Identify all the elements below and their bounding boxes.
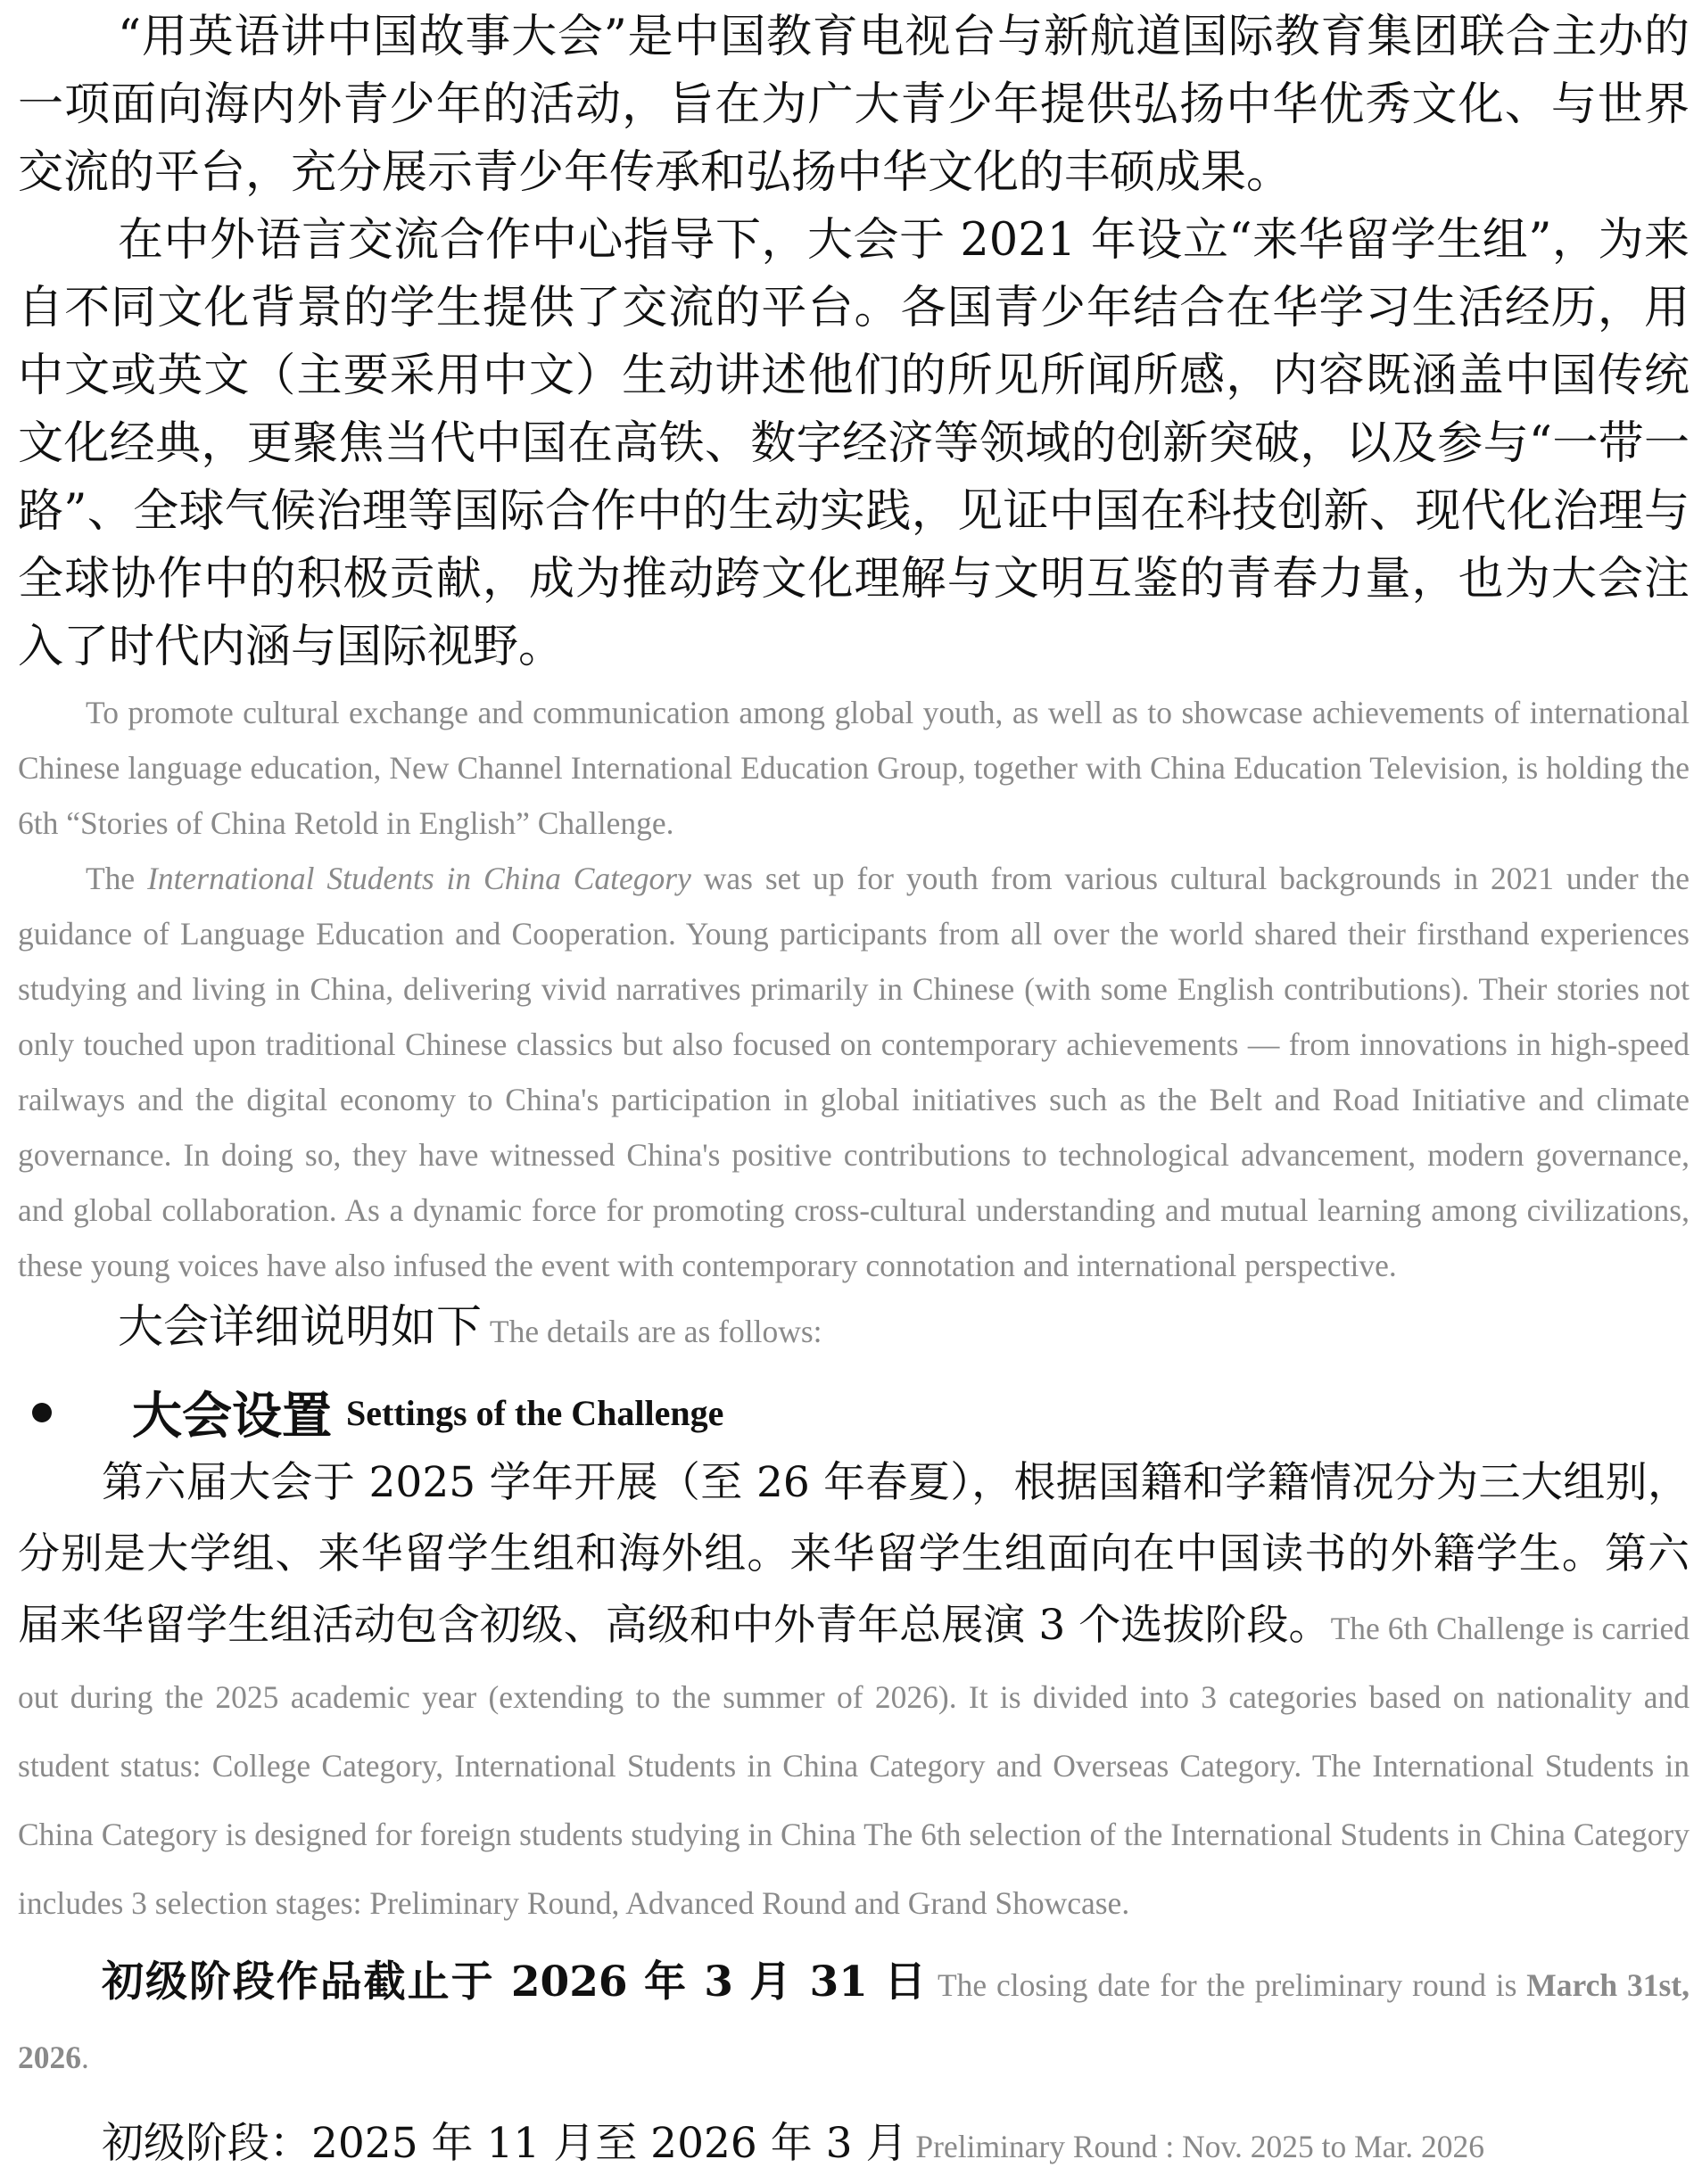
intro-en-paragraph-2 [18, 851, 1690, 1293]
preliminary-en: Preliminary Round : Nov. 2025 to Mar. 2026 [907, 2129, 1485, 2164]
intro-zh-paragraph-2: 在中外语言交流合作中心指导下，大会于 2021 年设立“来华留学生组”，为来自不同文化背景的学生提供了交流的平台。各国青少年结合在华学习生活经历，用中文或英文（主要采用中文）生动讲述他们的所见所闻所感，内容既涵盖中国传统文化经典，更聚焦当代中国在高铁、数字经济等领域的创新突破，以及参与“一带一路”、全球气候治理等国际合作中的生动实践，见证中国在科技创新、现代化治理与全球协作中的积极贡献，成为推动跨文化理解与文明互鉴的青春力量，也为大会注入了时代内涵与国际视野。 [18, 214, 1690, 673]
details-zh: 大会详细说明如下 [118, 1301, 483, 1354]
settings-heading-en: Settings of the Challenge [346, 1392, 724, 1433]
intro-en-paragraph-2-prefix: The [86, 861, 148, 896]
document-page [0, 4, 1702, 2168]
bullet-icon [32, 1403, 52, 1422]
deadline-en-date: March 31st, 2026 [18, 1967, 1690, 2075]
settings-body-zh: 第六届大会于 2025 学年开展（至 26 年春夏），根据国籍和学籍情况分为三大组别，分别是大学组、来华留学生组和海外组。来华留学生组面向在中国读书的外籍学生。第六届来华留学生组活动包含初级、高级和中外青年总展演 3 个选拔阶段。 [18, 1458, 1690, 1650]
settings-body [18, 1452, 1690, 1941]
details-intro-line [18, 1298, 1690, 1361]
category-name-italic: International Students in China Category [147, 861, 691, 896]
settings-section-heading [18, 1377, 1690, 1448]
deadline-line [18, 1949, 1690, 2097]
intro-en-paragraph-2-body: was set up for youth from various cultural backgrounds in 2021 under the guidance of Language Education and Cooperation. Young participants from all over the world shared their firsthand experiences studying and living in China, delivering vivid narratives primarily in Chinese (with some English contributions). Their stories not only touched upon traditional Chinese classics but also focused on contemporary achievements — from innovations in high-speed railways and the digital economy to China's participation in global initiatives such as the Belt and Road Initiative and climate governance. In doing so, they have witnessed China's positive contributions to technological advancement, modern governance, and global collaboration. As a dynamic force for promoting cross-cultural understanding and mutual learning among civilizations, these young voices have also infused the event with contemporary connotation and international perspective. [18, 861, 1690, 1283]
intro-zh-paragraph-1: “用英语讲中国故事大会”是中国教育电视台与新航道国际教育集团联合主办的一项面向海内外青少年的活动，旨在为广大青少年提供弘扬中华优秀文化、与世界交流的平台，充分展示青少年传承和弘扬中华文化的丰硕成果。 [18, 11, 1690, 199]
details-en: The details are as follows: [482, 1314, 822, 1349]
intro-en-paragraph-1: To promote cultural exchange and communication among global youth, as well as to showcase achievements of international Chinese language education, New Channel International Education Group, together with China Education Television, is holding the 6th “Stories of China Retold in English” Challenge. [18, 695, 1690, 841]
deadline-en-suffix: . [81, 2040, 89, 2075]
preliminary-zh: 初级阶段：2025 年 11 月至 2026 年 3 月 [102, 2119, 908, 2168]
deadline-en-prefix: The closing date for the preliminary round is [928, 1967, 1527, 2003]
settings-heading-zh: 大会设置 [132, 1388, 332, 1446]
settings-body-en: The 6th Challenge is carried out during the 2025 academic year (extending to the summer of 2026). It is divided into 3 categories based on nationality and student status: College Category, International Students in China Category and Overseas Category. The International Students in China Category is designed for foreign students studying in China The 6th selection of the International Students in China Category includes 3 selection stages: Preliminary Round, Advanced Round and Grand Showcase. [18, 1611, 1690, 1921]
preliminary-line [18, 2113, 1690, 2184]
deadline-zh: 初级阶段作品截止于 2026 年 3 月 31 日 [102, 1957, 929, 2007]
